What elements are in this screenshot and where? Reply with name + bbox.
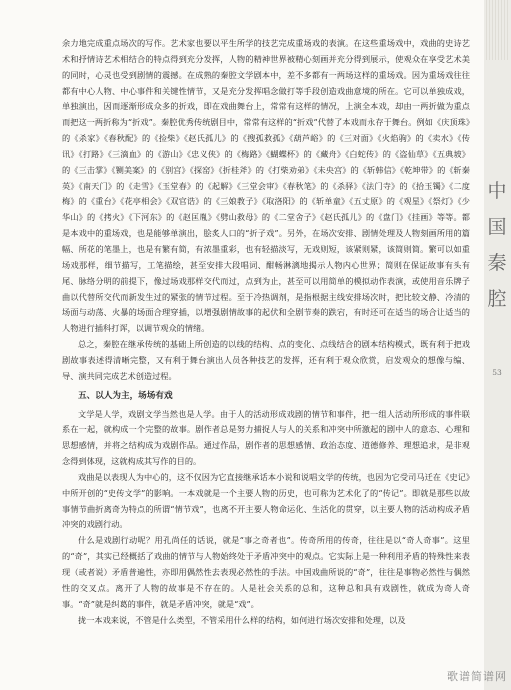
paragraph: 总之，秦腔在继承传统的基础上所创造的以线的结构、点的变化、点线结合的剧本结构模式，既有利于把戏剧故事表述得清晰完整，又有利于舞台演出人员各种技艺的发挥，还有利于观众欣赏，启发观众的想像与编、导、演共同完成艺术创造过程。 xyxy=(62,339,470,381)
side-margin-band xyxy=(484,0,511,690)
body-text xyxy=(62,36,470,628)
paragraph: 拢一本戏来说，不管是什么类型，不管采用什么样的结构，如何进行场次安排和处理，以及 xyxy=(78,614,406,625)
side-texture xyxy=(486,0,509,60)
page-number: 53 xyxy=(492,368,502,377)
side-title-char: 国 xyxy=(487,216,507,238)
watermark: 歌谱简谱网 xyxy=(447,670,507,683)
section-heading: 五、以人为主，场场有戏 xyxy=(78,390,173,401)
side-title-char: 中 xyxy=(487,180,507,202)
paragraph: 什么是戏剧行动呢？用孔尚任的话说，就是“事之奇者也”。传奇所用的传奇，往往是以“奇人奇事”。这里的“奇”，其实已经概括了戏曲的情节与人物始终处于矛盾冲突中的观点。它实际上是一种利用矛盾的特殊性来表现（或者说）矛盾普遍性，亦即用偶然性去表现必然性的手法。中国戏曲所说的“奇”，往往是事物必然性与偶然性的交叉点。离开了人物的故事是不存在的。人是社会关系的总和，这种总和具有戏剧性，就成为奇人奇事。“奇”就是纠葛的事件，就是矛盾冲突，就是“戏”。 xyxy=(62,535,470,609)
paragraph: 文学是人学，戏剧文学当然也是人学。由于人的活动形成戏剧的情节和事件，把一组人活动所形成的事件联系在一起，就构成一个完整的故事。剧作者总是努力捕捉人与人的关系和冲突中所激起的剧中人的意态、心理和思想感情，并将之结构成为戏剧作品。通过作品，剧作者的思想感情、政治态度、道德修养、理想追求，是非观念得到体现，这就构成其写作的目的。 xyxy=(62,408,470,467)
paragraph: 戏曲是以表现人为中心的，这不仅因为它直接继承话本小说和说唱文学的传统，也因为它受司马迁在《史记》中所开创的“史传文学”的影响。一本戏就是一个主要人物的历史，也可称为艺术化了的“传记”。即就是那些以故事情节曲折离奇为特点的所谓“情节戏”，也离不开主要人物命运化、生活化的贯穿，以主要人物的活动构成矛盾冲突的戏剧行动。 xyxy=(62,471,470,530)
side-title-char: 秦 xyxy=(487,252,507,274)
side-title-char: 腔 xyxy=(487,288,507,310)
paragraph: 余力地完成重点场次的写作。艺术家也要以平生所学的技艺完成重场戏的表演。在这些重场戏中，戏曲的史诗艺术和抒情诗艺术相结合的特点得到充分发挥，人物的精神世界被精心刻画并充分得到展示，使观众在享受艺术美的同时，心灵也受到剧情的震撼。在成熟的秦腔文学剧本中，差不多都有一两场这样的重场戏。因为重场戏往往都有中心人物、中心事件和关键性情节，又是充分发挥唱念做打等手段创造戏曲意境的所在。它可以单独成戏，单独演出，因而逐渐形成众多的折戏，即在戏曲舞台上，常常有这样的情况，上演全本戏，却由一两折做为重点而把这一两折称为“折戏”。秦腔优秀传统剧目中，常常有这样的“折戏”代替了本戏而永存于舞台。例如《庆顶珠》的《杀家》《春秋配》的《捡柴》《赵氏孤儿》的《搜孤救孤》《葫芦峪》的《三对面》《火焰驹》的《卖水》《传讯》《打路》《三滴血》的《游山》《忠义侠》的《梅路》《蝴蝶杯》的《藏舟》《白蛇传》的《盗仙草》《五典坡》的《三击掌》《铡美案》的《别宫》《探窑》《折桂斧》的《打柴劝弟》《未央宫》的《斩韩信》《乾坤带》的《斩秦英》《南天门》的《走雪》《玉堂春》的《起解》《三堂会审》《春秋笔》的《杀驿》《法门寺》的《拾玉镯》《二度梅》的《重台》《花亭相会》《双官诰》的《三娘教子》《取洛阳》的《斩单童》《五丈原》的《观星》《祭灯》《少华山》的《拷火》《下河东》的《赵匡胤》《劈山救母》的《二堂舍子》《赵氏孤儿》的《盘门》《挂画》等等。都是本戏中的重场戏，也是能够单演出，脍炙人口的“折子戏”。另外，在场次安排、剧情处理及人物刻画所用的篇幅、所花的笔墨上，也是有繁有简，有浓墨重彩，也有轻描淡写，无戏则短，该紧则紧，该简则简。繁可以如重场戏那样，细节描写，工笔描绘，甚至安排大段唱词、酣畅淋漓地揭示人物内心世界；简则在保证故事有头有尾、脉络分明的前提下，像过场戏那样交代而过，点到为止，甚至可以用简单的模拟动作表演，或使用音乐牌子曲以代替所交代而新发生过的紧张的情节过程。至于冷热调剂，是指根据主线安排场次时，把比较文静、冷清的场面与动荡、火暴的场面合理穿插，以增强剧情故事的起伏和全剧节奏的跌宕，有时还可在适当的场合让适当的人物进行插科打诨，以调节观众的情绪。 xyxy=(62,38,470,334)
